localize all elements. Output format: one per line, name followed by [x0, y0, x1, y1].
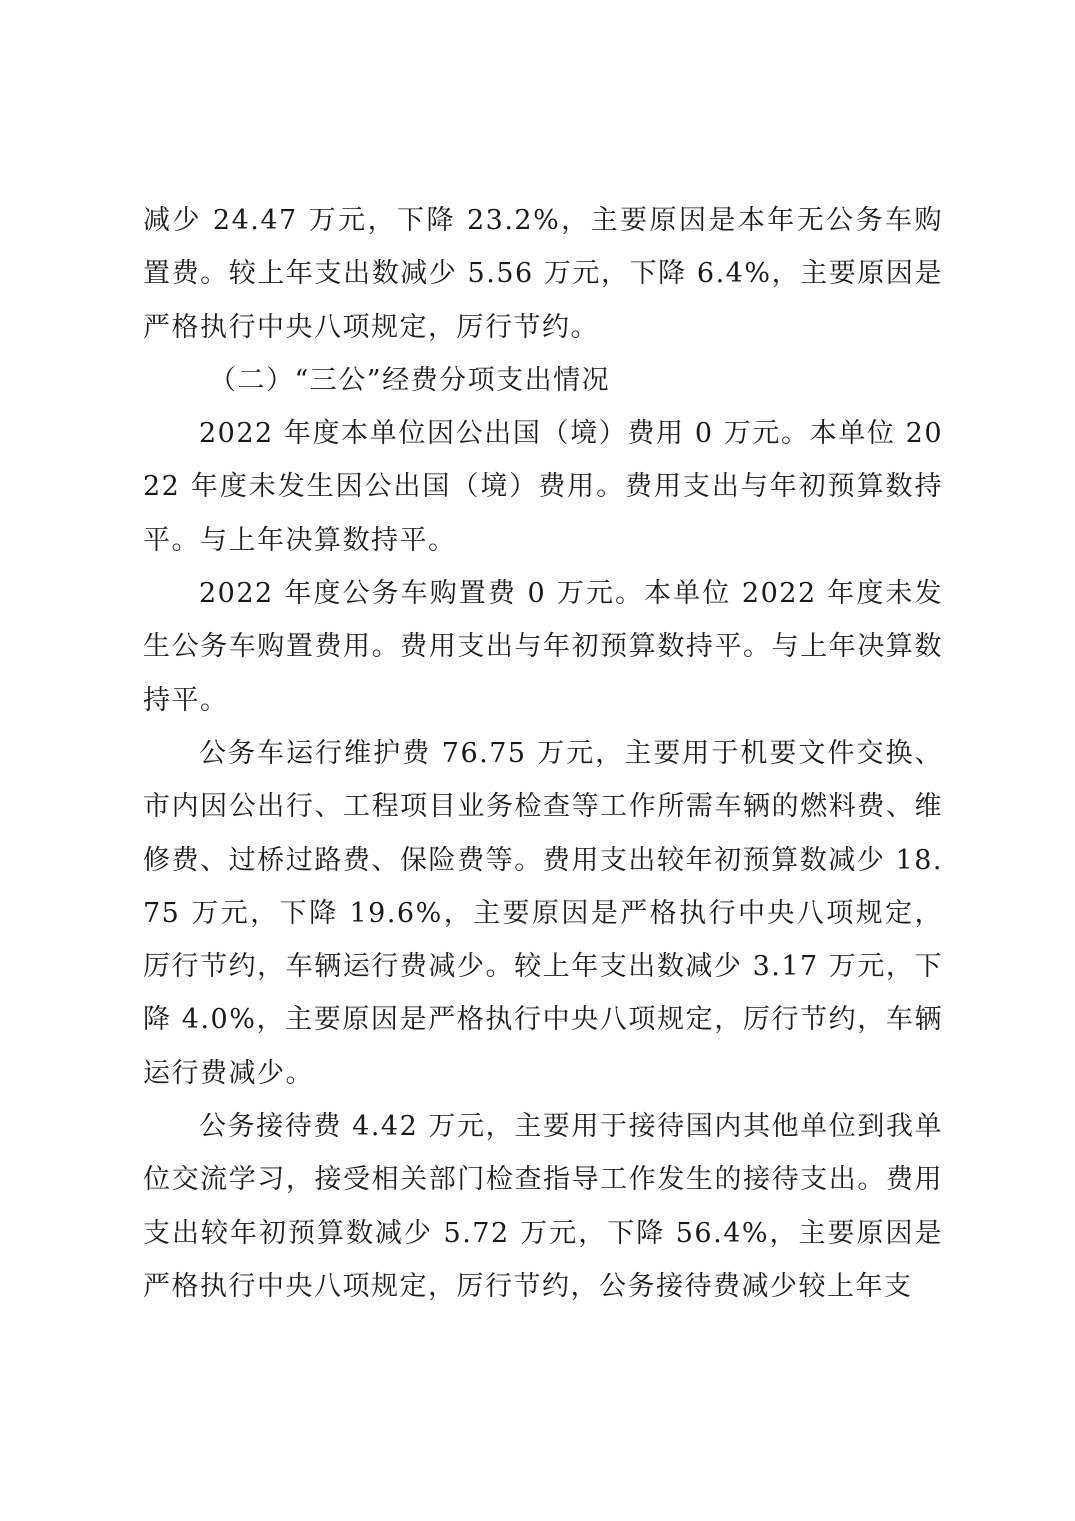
paragraph-vehicle-purchase: 2022 年度公务车购置费 0 万元。本单位 2022 年度未发生公务车购置费用。费用支出与年初预算数持平。与上年决算数持平。	[143, 578, 943, 716]
document-page	[143, 194, 943, 1313]
paragraph-reception: 公务接待费 4.42 万元，主要用于接待国内其他单位到我单位交流学习，接受相关部门检查指导工作发生的接待支出。费用支出较年初预算数减少 5.72 万元，下降 56.4%，主要原因是严格执行中央八项规定，厉行节约，公务接待费减少较上年支	[143, 1111, 943, 1302]
section-heading: （二）“三公”经费分项支出情况	[209, 364, 611, 396]
paragraph-overseas-travel: 2022 年度本单位因公出国（境）费用 0 万元。本单位 2022 年度未发生因公出国（境）费用。费用支出与年初预算数持平。与上年决算数持平。	[143, 418, 943, 556]
paragraph-continuation: 减少 24.47 万元，下降 23.2%，主要原因是本年无公务车购置费。较上年支出数减少 5.56 万元，下降 6.4%，主要原因是严格执行中央八项规定，厉行节约。	[143, 205, 943, 343]
paragraph-vehicle-maintenance: 公务车运行维护费 76.75 万元，主要用于机要文件交换、市内因公出行、工程项目业务检查等工作所需车辆的燃料费、维修费、过桥过路费、保险费等。费用支出较年初预算数减少 18.75 万元，下降 19.6%，主要原因是严格执行中央八项规定，厉行节约，车辆运行费减少。较上年支出数减少 3.17 万元，下降 4.0%，主要原因是严格执行中央八项规定，厉行节约，车辆运行费减少。	[143, 737, 943, 1089]
